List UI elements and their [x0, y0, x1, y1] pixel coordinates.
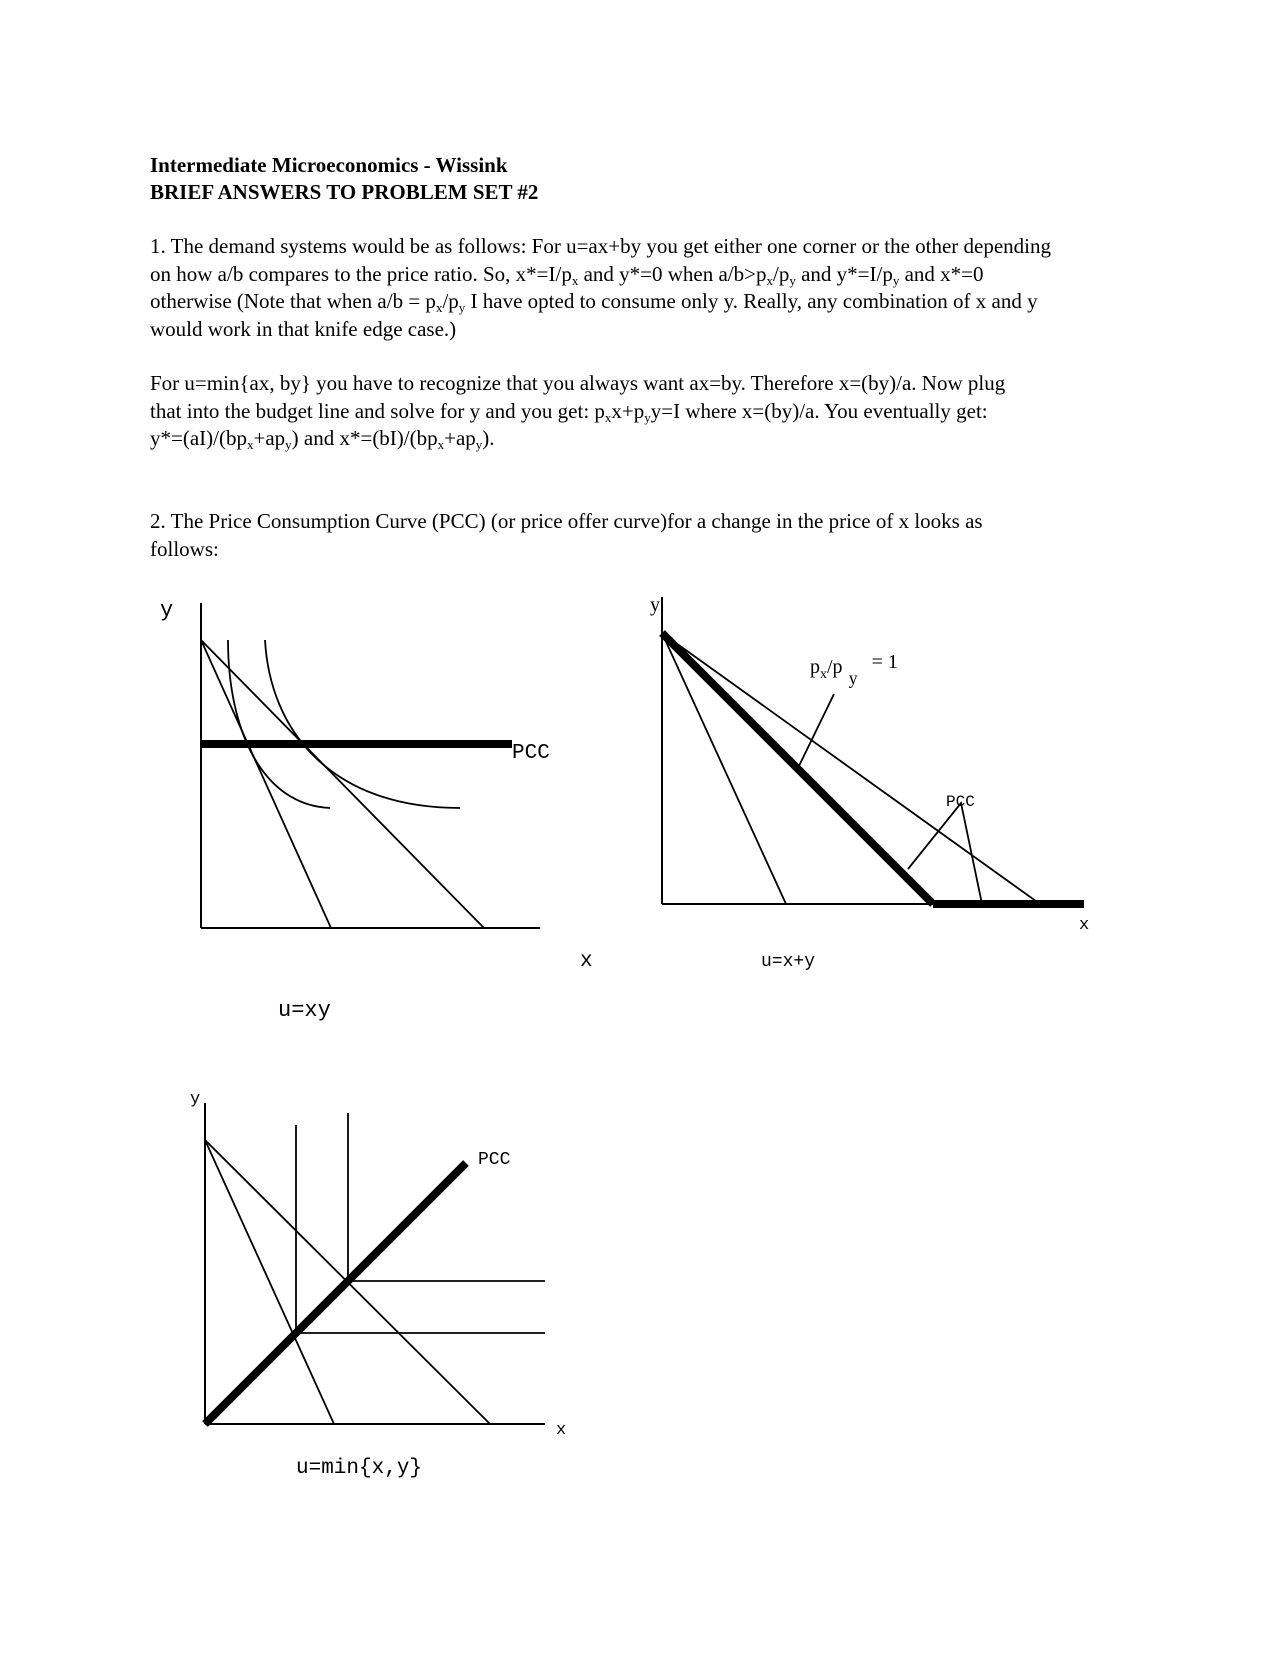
figure-caption: u=xy [278, 998, 331, 1023]
figure-u-xy [160, 598, 593, 1023]
text-line: 1. The demand systems would be as follows: For u=ax+by you get either one corner or the other depending [150, 234, 1052, 258]
figure-u-x-plus-y [650, 594, 1089, 972]
text-line: follows: [150, 536, 219, 561]
course-title: Intermediate Microeconomics - Wissink [150, 153, 508, 177]
y-axis-label: y [650, 594, 660, 616]
figure-u-min [190, 1090, 566, 1480]
x-axis-label: x [556, 1421, 567, 1440]
text-line: For u=min{ax, by} you have to recognize that you always want ax=by. Therefore x=(by)/a. Now plug [150, 371, 1006, 395]
pcc-label: PCC [512, 742, 550, 765]
price-ratio-label: $p_x/p$ y= 1 [810, 651, 898, 688]
text-line: on how a/b compares to the price ratio. So, $x*=I/p_x$ and y*=0 when $a/b>p_x/p_y$ and $y*=I/p_y$ and x*=0 [150, 261, 984, 288]
figure-caption: u=x+y [761, 952, 816, 972]
text-line: otherwise (Note that when $a/b = p_x/p_y$ I have opted to consume only y. Really, any combination of x and y [150, 289, 1038, 315]
text-line: 2. The Price Consumption Curve (PCC) (or price offer curve)for a change in the price of x looks as [150, 509, 983, 533]
y-axis-label: y [160, 598, 174, 623]
figure-caption: u=min{x,y} [296, 1457, 423, 1480]
budget-line-steep [205, 1140, 334, 1424]
budget-line-flat [201, 640, 484, 928]
problem-set-title: BRIEF ANSWERS TO PROBLEM SET #2 [150, 180, 539, 204]
price-label-pointer [798, 694, 834, 768]
x-axis-label: x [580, 950, 593, 973]
pcc-label: PCC [946, 793, 975, 811]
text-line: $y*=(aI)/(bp_x+ap_y)$ and $x*=(bI)/(bp_x+ap_y)$. [150, 426, 495, 452]
pcc-label: PCC [478, 1150, 511, 1170]
indifference-curve-low [228, 640, 330, 808]
text-line: would work in that knife edge case.) [150, 316, 457, 341]
indifference-curve-high [265, 640, 460, 808]
pcc-line [205, 1163, 466, 1424]
budget-line-steep [662, 633, 786, 904]
pcc-diagonal [662, 633, 933, 904]
text-line: that into the budget line and solve for y and you get: $p_xx+p_yy=I$ where x=(by)/a. You eventually get: [150, 398, 988, 425]
budget-line-steep [201, 640, 331, 928]
y-axis-label: y [190, 1090, 201, 1109]
x-axis-label: x [1079, 916, 1090, 935]
